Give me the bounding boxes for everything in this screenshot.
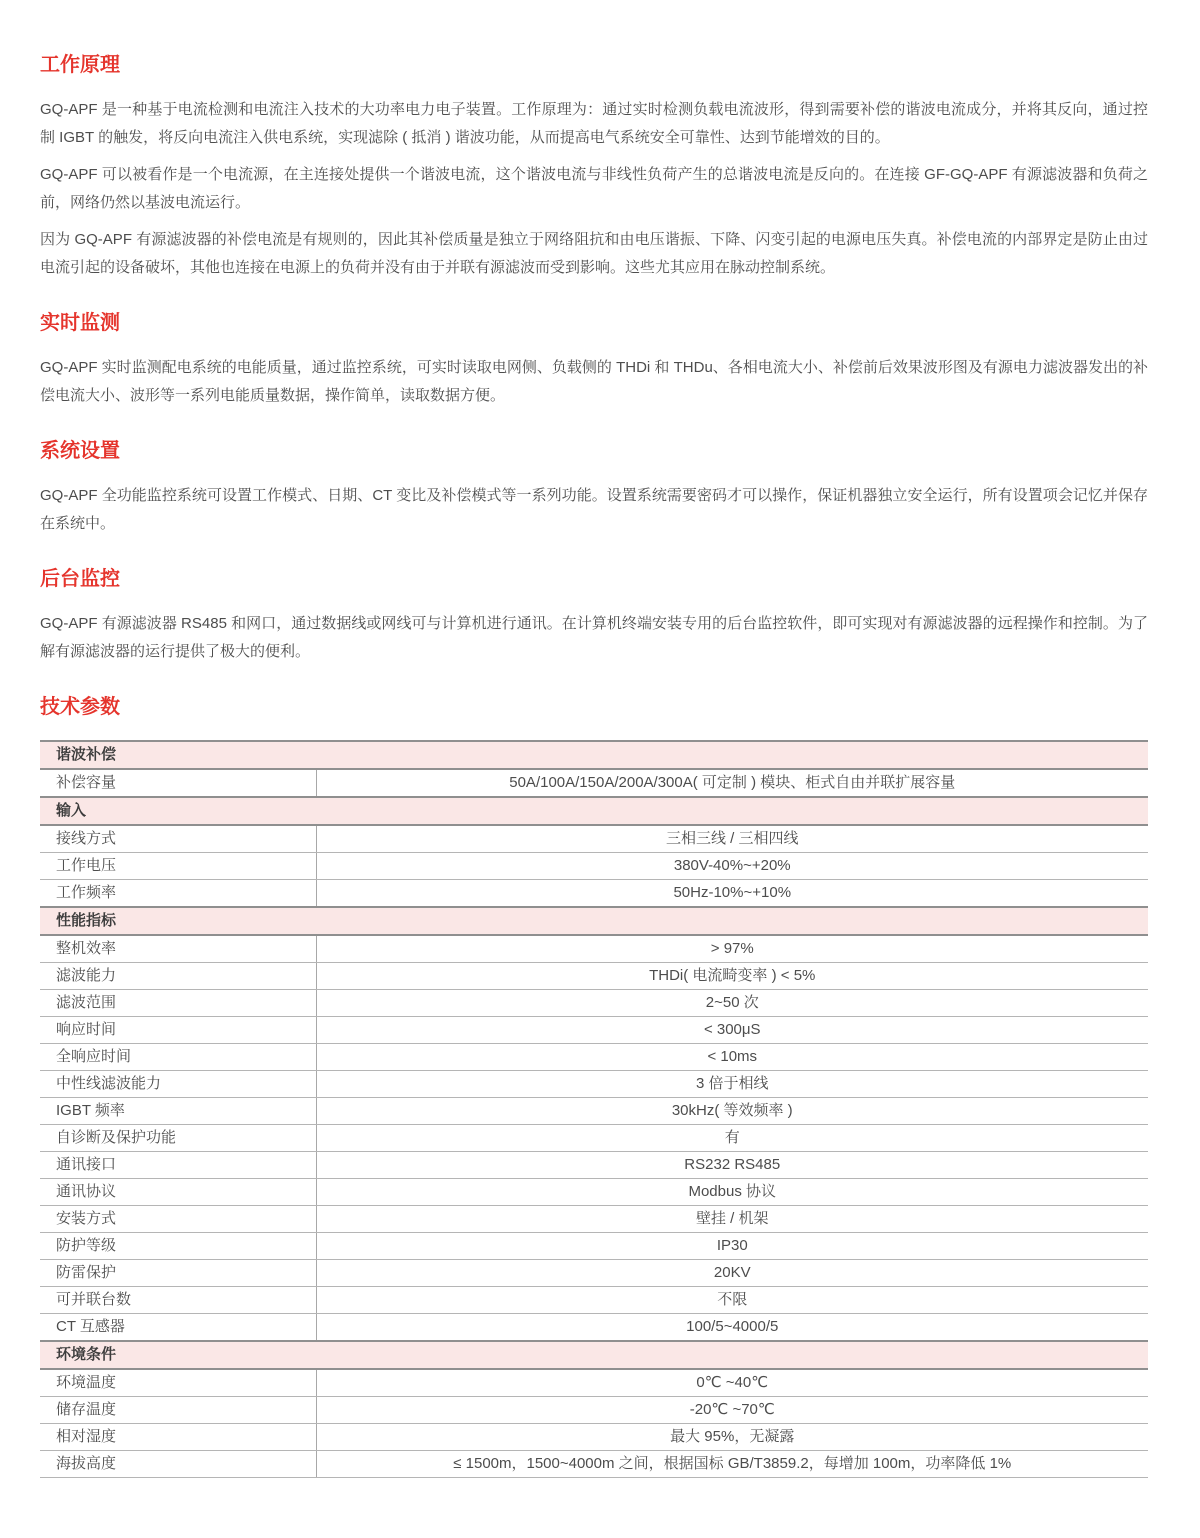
section-title-system-settings: 系统设置 — [40, 440, 120, 462]
spec-value-cell: 50Hz-10%~+10% — [316, 880, 1148, 908]
spec-label-cell: 储存温度 — [40, 1397, 316, 1424]
spec-value-cell: 50A/100A/150A/200A/300A( 可定制 ) 模块、柜式自由并联扩展容量 — [316, 769, 1148, 797]
spec-value-cell: THDi( 电流畸变率 ) < 5% — [316, 963, 1148, 990]
section-realtime-monitoring — [40, 312, 1148, 410]
table-row — [40, 1017, 1148, 1044]
table-row — [40, 1314, 1148, 1342]
spec-label-cell: 自诊断及保护功能 — [40, 1125, 316, 1152]
spec-value-cell: 0℃ ~40℃ — [316, 1369, 1148, 1397]
section-technical-parameters — [40, 696, 1148, 1478]
spec-label-cell: 通讯接口 — [40, 1152, 316, 1179]
table-row — [40, 1287, 1148, 1314]
spec-label-cell: 滤波范围 — [40, 990, 316, 1017]
table-row — [40, 1206, 1148, 1233]
spec-label-cell: 工作频率 — [40, 880, 316, 908]
table-row — [40, 1369, 1148, 1397]
table-row — [40, 1071, 1148, 1098]
table-row — [40, 1044, 1148, 1071]
spec-label-cell: 防雷保护 — [40, 1260, 316, 1287]
spec-group-label: 环境条件 — [40, 1341, 1148, 1369]
spec-value-cell: > 97% — [316, 935, 1148, 963]
spec-group-label: 输入 — [40, 797, 1148, 825]
spec-value-cell: 20KV — [316, 1260, 1148, 1287]
paragraph: GQ-APF 全功能监控系统可设置工作模式、日期、CT 变比及补偿模式等一系列功能。设置系统需要密码才可以操作，保证机器独立安全运行，所有设置项会记忆并保存在系统中。 — [40, 487, 1148, 532]
spec-value-cell: -20℃ ~70℃ — [316, 1397, 1148, 1424]
paragraph: 因为 GQ-APF 有源滤波器的补偿电流是有规则的，因此其补偿质量是独立于网络阻抗和由电压谐振、下降、闪变引起的电源电压失真。补偿电流的内部界定是防止由过电流引起的设备破坏，其他也连接在电源上的负荷并没有由于并联有源滤波而受到影响。这些尤其应用在脉动控制系统。 — [40, 231, 1148, 276]
spec-group-label: 谐波补偿 — [40, 741, 1148, 769]
spec-label-cell: 安装方式 — [40, 1206, 316, 1233]
paragraph: GQ-APF 可以被看作是一个电流源，在主连接处提供一个谐波电流，这个谐波电流与非线性负荷产生的总谐波电流是反向的。在连接 GF-GQ-APF 有源滤波器和负荷之前，网络仍然以基波电流运行。 — [40, 166, 1148, 211]
table-row — [40, 1125, 1148, 1152]
spec-label-cell: 整机效率 — [40, 935, 316, 963]
section-title-background-monitoring: 后台监控 — [40, 568, 120, 590]
spec-label-cell: 环境温度 — [40, 1369, 316, 1397]
spec-label-cell: 中性线滤波能力 — [40, 1071, 316, 1098]
spec-group-header-row — [40, 741, 1148, 769]
spec-value-cell: 三相三线 / 三相四线 — [316, 825, 1148, 853]
spec-value-cell: 2~50 次 — [316, 990, 1148, 1017]
table-row — [40, 1397, 1148, 1424]
spec-label-cell: 响应时间 — [40, 1017, 316, 1044]
spec-value-cell: RS232 RS485 — [316, 1152, 1148, 1179]
spec-group-header-row — [40, 907, 1148, 935]
spec-label-cell: 滤波能力 — [40, 963, 316, 990]
spec-value-cell: 380V-40%~+20% — [316, 853, 1148, 880]
spec-group-label: 性能指标 — [40, 907, 1148, 935]
spec-group-header-row — [40, 797, 1148, 825]
table-row — [40, 990, 1148, 1017]
spec-value-cell: 30kHz( 等效频率 ) — [316, 1098, 1148, 1125]
table-row — [40, 1233, 1148, 1260]
spec-value-cell: 壁挂 / 机架 — [316, 1206, 1148, 1233]
table-row — [40, 853, 1148, 880]
spec-label-cell: 海拔高度 — [40, 1451, 316, 1478]
table-row — [40, 1098, 1148, 1125]
spec-label-cell: 全响应时间 — [40, 1044, 316, 1071]
spec-label-cell: IGBT 频率 — [40, 1098, 316, 1125]
spec-label-cell: 工作电压 — [40, 853, 316, 880]
spec-value-cell: < 10ms — [316, 1044, 1148, 1071]
paragraph: GQ-APF 是一种基于电流检测和电流注入技术的大功率电力电子装置。工作原理为：通过实时检测负载电流波形，得到需要补偿的谐波电流成分，并将其反向，通过控制 IGBT 的触发，将反向电流注入供电系统，实现滤除 ( 抵消 ) 谐波功能，从而提高电气系统安全可靠性、达到节能增效的目的。 — [40, 101, 1148, 146]
spec-value-cell: ≤ 1500m，1500~4000m 之间，根据国标 GB/T3859.2，每增加 100m，功率降低 1% — [316, 1451, 1148, 1478]
spec-label-cell: 通讯协议 — [40, 1179, 316, 1206]
spec-label-cell: 相对湿度 — [40, 1424, 316, 1451]
spec-label-cell: CT 互感器 — [40, 1314, 316, 1342]
spec-group-header-row — [40, 1341, 1148, 1369]
table-row — [40, 935, 1148, 963]
spec-value-cell: 最大 95%，无凝露 — [316, 1424, 1148, 1451]
spec-value-cell: IP30 — [316, 1233, 1148, 1260]
table-row — [40, 825, 1148, 853]
section-working-principle — [40, 54, 1148, 282]
spec-value-cell: Modbus 协议 — [316, 1179, 1148, 1206]
table-row — [40, 1451, 1148, 1478]
spec-label-cell: 防护等级 — [40, 1233, 316, 1260]
section-system-settings — [40, 440, 1148, 538]
section-background-monitoring — [40, 568, 1148, 666]
spec-value-cell: 有 — [316, 1125, 1148, 1152]
table-row — [40, 769, 1148, 797]
spec-table — [40, 740, 1148, 1478]
table-row — [40, 1424, 1148, 1451]
paragraph: GQ-APF 有源滤波器 RS485 和网口，通过数据线或网线可与计算机进行通讯。在计算机终端安装专用的后台监控软件，即可实现对有源滤波器的远程操作和控制。为了解有源滤波器的运行提供了极大的便利。 — [40, 615, 1148, 660]
spec-value-cell: 3 倍于相线 — [316, 1071, 1148, 1098]
table-row — [40, 1152, 1148, 1179]
section-title-realtime-monitoring: 实时监测 — [40, 312, 120, 334]
spec-value-cell: < 300μS — [316, 1017, 1148, 1044]
spec-value-cell: 不限 — [316, 1287, 1148, 1314]
spec-label-cell: 接线方式 — [40, 825, 316, 853]
section-title-technical-parameters: 技术参数 — [40, 696, 120, 718]
spec-value-cell: 100/5~4000/5 — [316, 1314, 1148, 1342]
spec-label-cell: 可并联台数 — [40, 1287, 316, 1314]
table-row — [40, 1179, 1148, 1206]
table-row — [40, 880, 1148, 908]
table-row — [40, 963, 1148, 990]
table-row — [40, 1260, 1148, 1287]
section-title-working-principle: 工作原理 — [40, 54, 120, 76]
paragraph: GQ-APF 实时监测配电系统的电能质量，通过监控系统，可实时读取电网侧、负载侧的 THDi 和 THDu、各相电流大小、补偿前后效果波形图及有源电力滤波器发出的补偿电流大小、波形等一系列电能质量数据，操作简单，读取数据方便。 — [40, 359, 1148, 404]
spec-label-cell: 补偿容量 — [40, 769, 316, 797]
